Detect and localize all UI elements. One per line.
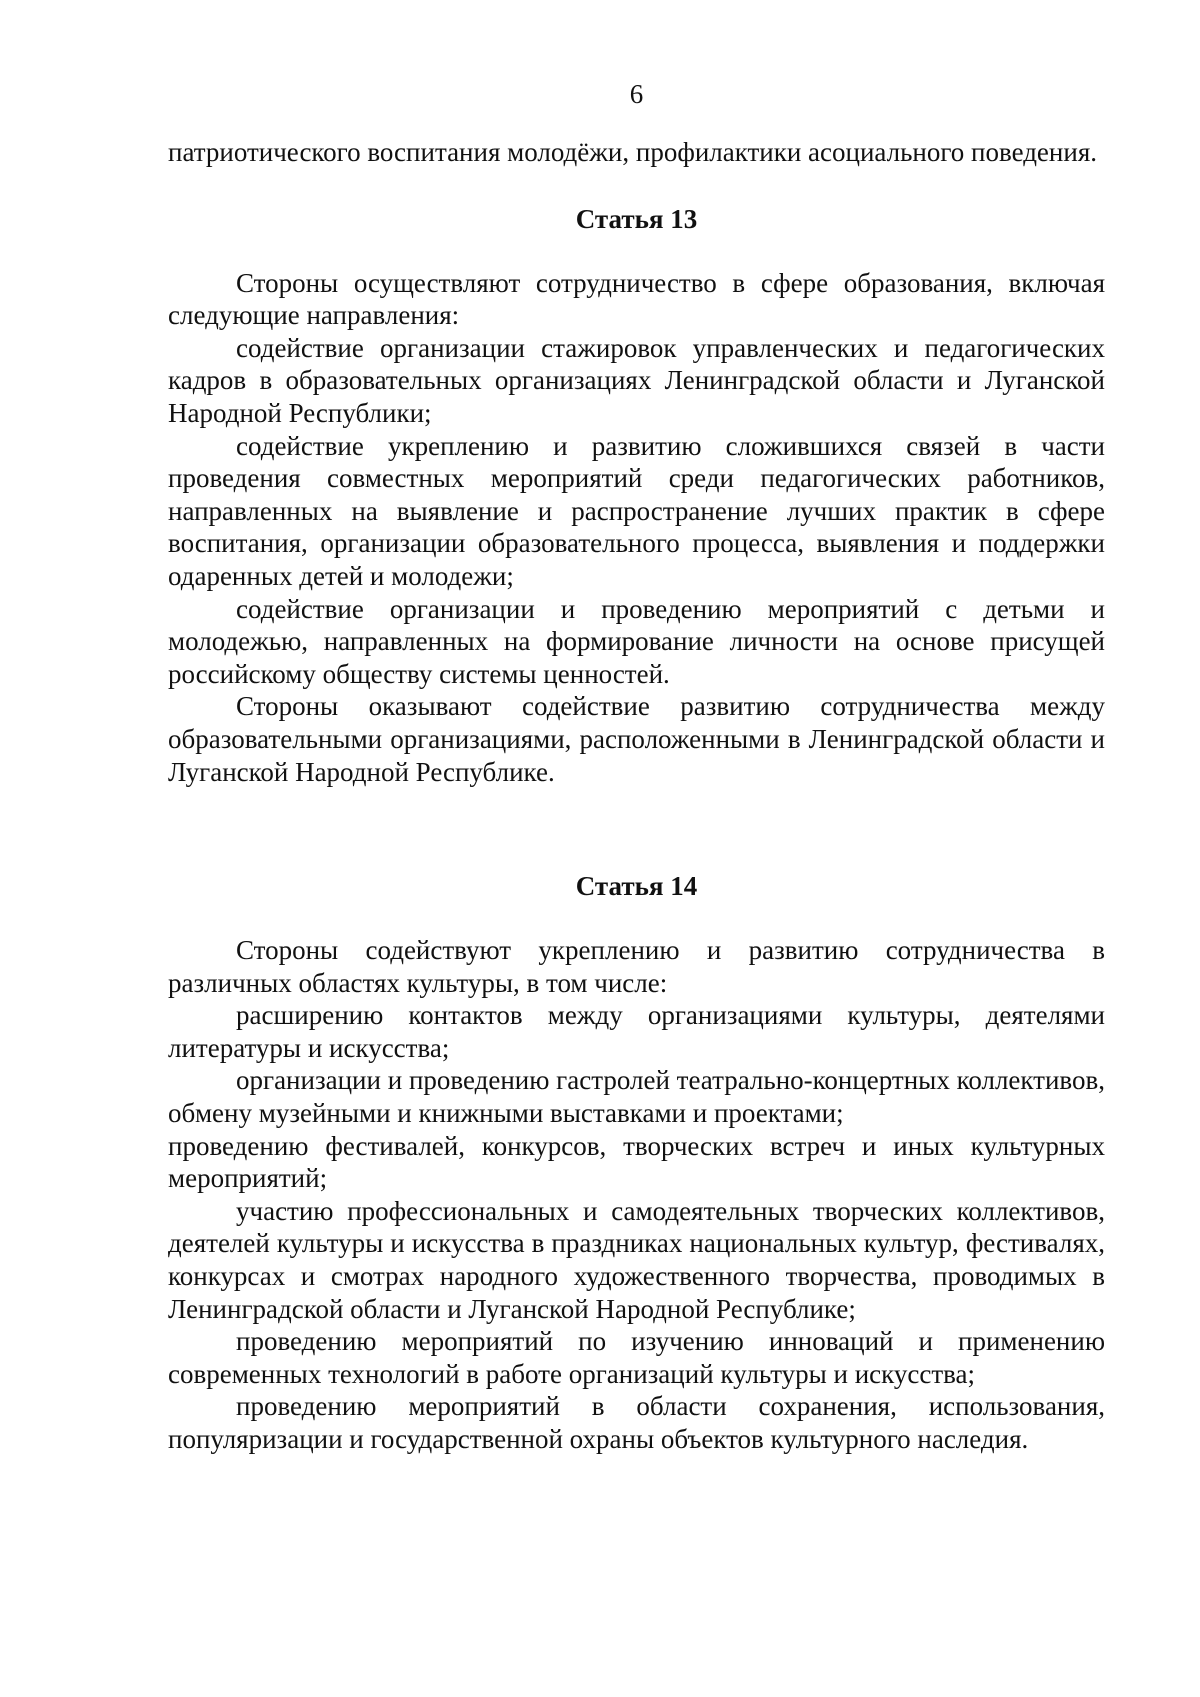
article-14-title: Статья 14 <box>575 871 698 902</box>
article-13-paragraph-1: Стороны осуществляют сотрудничество в сфере образования, включая следующие направления: <box>168 267 1105 331</box>
article-14-paragraph-5: участию профессиональных и самодеятельных творческих коллективов, деятелей культуры и искусства в праздниках национальных культур, фестивалях, конкурсах и смотрах народного художественного творчества, проводимых в Ленинградской области и Луганской Народной Республике; <box>168 1195 1105 1324</box>
article-13-paragraph-4: содействие организации и проведению мероприятий с детьми и молодежью, направленных на формирование личности на основе присущей российскому обществу системы ценностей. <box>168 593 1105 689</box>
article-14-paragraph-3: организации и проведению гастролей театрально-концертных коллективов, обмену музейными и книжными выставками и проектами; <box>168 1065 1105 1129</box>
article-13-paragraph-2: содействие организации стажировок управленческих и педагогических кадров в образовательных организациях Ленинградской области и Луганской Народной Республики; <box>168 332 1105 428</box>
article-13-paragraph-5: Стороны оказывают содействие развитию сотрудничества между образовательными организациями, расположенными в Ленинградской области и Луганской Народной Республике. <box>168 691 1105 787</box>
article-14-paragraph-6: проведению мероприятий по изучению инноваций и применению современных технологий в работе организаций культуры и искусства; <box>168 1326 1105 1389</box>
page-number: 6 <box>629 79 644 109</box>
article-14-paragraph-4: проведению фестивалей, конкурсов, творческих встреч и иных культурных мероприятий; <box>168 1130 1105 1194</box>
continuation-paragraph: патриотического воспитания молодёжи, профилактики асоциального поведения. <box>168 137 1097 167</box>
document-page <box>168 78 1105 1456</box>
article-13-title: Статья 13 <box>575 203 698 234</box>
article-13-paragraph-3: содействие укреплению и развитию сложившихся связей в части проведения совместных мероприятий среди педагогических работников, направленных на выявление и распространение лучших практик в сфере воспитания, организации образовательного процесса, выявления и поддержки одаренных детей и молодежи; <box>168 430 1105 591</box>
article-14-paragraph-2: расширению контактов между организациями культуры, деятелями литературы и искусства; <box>168 1000 1105 1063</box>
article-14-paragraph-1: Стороны содействуют укреплению и развитию сотрудничества в различных областях культуры, в том числе: <box>168 935 1105 998</box>
article-14-paragraph-7: проведению мероприятий в области сохранения, использования, популяризации и государственной охраны объектов культурного наследия. <box>168 1391 1105 1454</box>
